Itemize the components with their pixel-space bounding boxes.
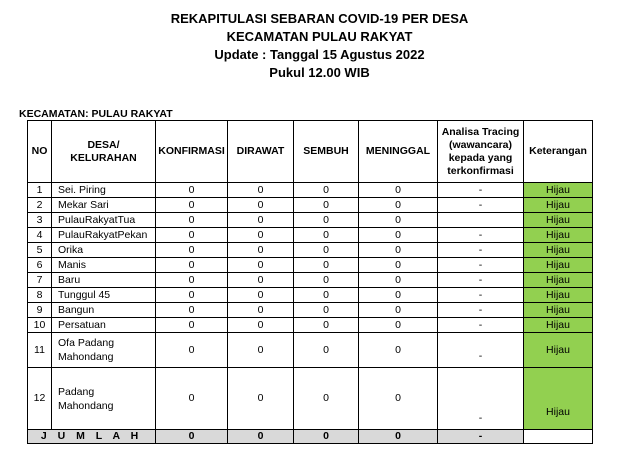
cell-konfirmasi: 0 [156,273,228,288]
header-dirawat: DIRAWAT [228,121,294,183]
cell-tracing: - [438,243,524,258]
header-tracing-label: Analisa Tracing (wawancara) kepada yang terkonfirmasi [441,125,520,177]
report-title: REKAPITULASI SEBARAN COVID-19 PER DESA [170,11,469,26]
cell-meninggal: 0 [359,273,438,288]
cell-no: 8 [28,288,52,303]
cell-desa: Bangun [52,303,156,318]
cell-sembuh: 0 [294,288,359,303]
cell-dirawat: 0 [228,368,294,430]
cell-dirawat: 0 [228,288,294,303]
cell-desa: Manis [52,258,156,273]
cell-meninggal: 0 [359,333,438,368]
report-subtitle: KECAMATAN PULAU RAKYAT [226,29,413,44]
total-sembuh: 0 [294,430,359,444]
header-keterangan: Keterangan [524,121,593,183]
cell-tracing: - [438,198,524,213]
cell-no: 12 [28,368,52,430]
cell-tracing: - [438,273,524,288]
cell-desa: Mekar Sari [52,198,156,213]
cell-meninggal: 0 [359,368,438,430]
cell-tracing: - [438,228,524,243]
cell-no: 4 [28,228,52,243]
table-row [28,318,593,333]
cell-konfirmasi: 0 [156,228,228,243]
table-row [28,228,593,243]
cell-sembuh: 0 [294,303,359,318]
cell-konfirmasi: 0 [156,368,228,430]
cell-desa: PulauRakyatTua [52,213,156,228]
cell-no: 3 [28,213,52,228]
cell-no: 9 [28,303,52,318]
header-meninggal: MENINGGAL [359,121,438,183]
cell-konfirmasi: 0 [156,183,228,198]
total-meninggal: 0 [359,430,438,444]
header-no: NO [28,121,52,183]
total-keterangan [524,430,593,444]
cell-keterangan: Hijau [524,213,593,228]
cell-keterangan: Hijau [524,273,593,288]
cell-dirawat: 0 [228,258,294,273]
cell-konfirmasi: 0 [156,258,228,273]
cell-keterangan: Hijau [524,228,593,243]
cell-konfirmasi: 0 [156,288,228,303]
table-row [28,288,593,303]
table-row [28,273,593,288]
cell-tracing [438,213,524,228]
table-row [28,333,593,368]
table-row [28,368,593,430]
cell-sembuh: 0 [294,273,359,288]
cell-desa: Ofa Padang Mahondang [52,333,156,368]
report-update-time: Pukul 12.00 WIB [269,65,370,80]
cell-tracing: - [438,183,524,198]
cell-desa: Persatuan [52,318,156,333]
cell-tracing: - [438,288,524,303]
cell-keterangan: Hijau [524,333,593,368]
cell-tracing: - [438,303,524,318]
cell-no: 11 [28,333,52,368]
cell-dirawat: 0 [228,318,294,333]
table-row [28,213,593,228]
cell-sembuh: 0 [294,198,359,213]
report-header [0,10,639,82]
cell-konfirmasi: 0 [156,198,228,213]
cell-keterangan: Hijau [524,288,593,303]
cell-sembuh: 0 [294,183,359,198]
cell-dirawat: 0 [228,243,294,258]
cell-meninggal: 0 [359,198,438,213]
header-desa [52,121,156,183]
covid-recap-table [27,120,593,444]
cell-keterangan: Hijau [524,183,593,198]
cell-no: 1 [28,183,52,198]
cell-dirawat: 0 [228,213,294,228]
cell-desa: Baru [52,273,156,288]
table-row [28,198,593,213]
cell-desa: Tunggul 45 [52,288,156,303]
cell-desa: PulauRakyatPekan [52,228,156,243]
cell-meninggal: 0 [359,213,438,228]
kecamatan-label: KECAMATAN: PULAU RAKYAT [19,108,173,120]
cell-meninggal: 0 [359,303,438,318]
cell-desa: Sei. Piring [52,183,156,198]
table-row [28,183,593,198]
total-label: J U M L A H [28,430,156,444]
cell-keterangan: Hijau [524,198,593,213]
cell-meninggal: 0 [359,288,438,303]
cell-dirawat: 0 [228,303,294,318]
cell-desa: Orika [52,243,156,258]
cell-keterangan: Hijau [524,243,593,258]
cell-konfirmasi: 0 [156,333,228,368]
cell-sembuh: 0 [294,368,359,430]
header-desa-label: DESA/ KELURAHAN [70,138,137,164]
cell-no: 5 [28,243,52,258]
cell-sembuh: 0 [294,243,359,258]
cell-meninggal: 0 [359,243,438,258]
cell-dirawat: 0 [228,183,294,198]
cell-keterangan: Hijau [524,303,593,318]
cell-meninggal: 0 [359,258,438,273]
cell-konfirmasi: 0 [156,243,228,258]
total-row [28,430,593,444]
header-sembuh: SEMBUH [294,121,359,183]
total-tracing: - [438,430,524,444]
cell-tracing: - [438,368,524,430]
cell-meninggal: 0 [359,318,438,333]
cell-tracing: - [438,333,524,368]
table-row [28,258,593,273]
cell-meninggal: 0 [359,183,438,198]
cell-sembuh: 0 [294,333,359,368]
cell-keterangan: Hijau [524,368,593,430]
cell-sembuh: 0 [294,258,359,273]
cell-no: 7 [28,273,52,288]
cell-desa: Padang Mahondang [52,368,156,430]
cell-dirawat: 0 [228,333,294,368]
cell-tracing: - [438,258,524,273]
header-tracing [438,121,524,183]
cell-keterangan: Hijau [524,318,593,333]
total-konfirmasi: 0 [156,430,228,444]
table-row [28,243,593,258]
cell-sembuh: 0 [294,228,359,243]
header-konfirmasi: KONFIRMASI [156,121,228,183]
cell-meninggal: 0 [359,228,438,243]
total-dirawat: 0 [228,430,294,444]
table-header-row [28,121,593,183]
table-row [28,303,593,318]
cell-dirawat: 0 [228,228,294,243]
cell-sembuh: 0 [294,213,359,228]
table-body [28,183,593,444]
cell-no: 10 [28,318,52,333]
cell-sembuh: 0 [294,318,359,333]
report-update-date: Update : Tanggal 15 Agustus 2022 [214,47,425,62]
cell-keterangan: Hijau [524,258,593,273]
cell-konfirmasi: 0 [156,213,228,228]
cell-tracing: - [438,318,524,333]
cell-konfirmasi: 0 [156,303,228,318]
cell-no: 6 [28,258,52,273]
cell-dirawat: 0 [228,273,294,288]
cell-dirawat: 0 [228,198,294,213]
cell-konfirmasi: 0 [156,318,228,333]
cell-no: 2 [28,198,52,213]
